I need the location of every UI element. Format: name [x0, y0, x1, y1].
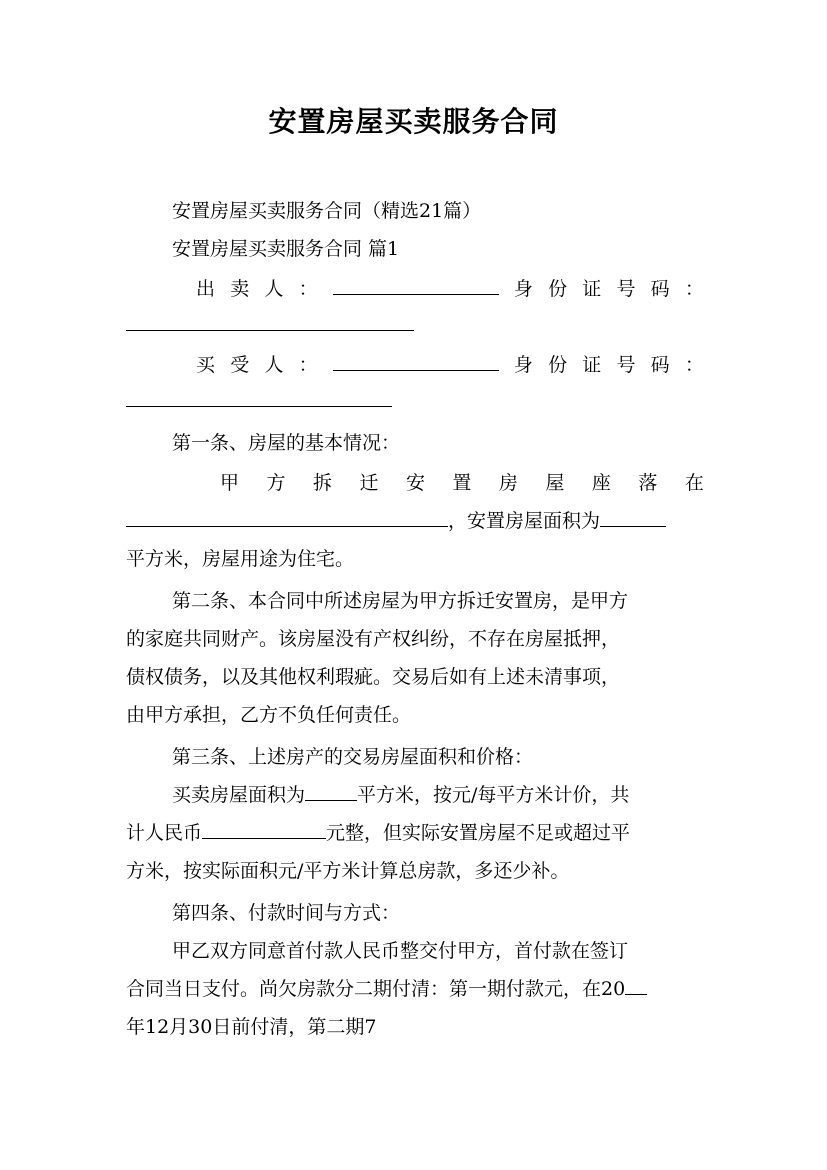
article3-text: 元整，但实际安置房屋不足或超过平	[326, 822, 631, 844]
article1-char: 拆	[312, 472, 332, 494]
seller-label-char: 卖	[230, 278, 250, 300]
article4-line: 甲乙双方同意首付款人民币整交付甲方，首付款在签订	[172, 940, 629, 962]
article3-text: 平方米，按元/每平方米计价，共	[357, 784, 630, 806]
year-blank	[625, 970, 647, 995]
buyer-line	[196, 346, 704, 384]
article1-char: 落	[638, 472, 658, 494]
article4-line	[126, 970, 704, 1008]
buyer-id-label-char: ：	[684, 354, 704, 376]
seller-id-label-char: 证	[582, 278, 602, 300]
article1-char: 屋	[545, 472, 565, 494]
buyer-name-blank	[333, 346, 499, 371]
seller-id-label-char: 号	[616, 278, 636, 300]
document-subtitle: 安置房屋买卖服务合同（精选21篇）	[172, 200, 482, 222]
seller-label-char: ：	[298, 278, 318, 300]
article2-line: 由甲方承担，乙方不负任何责任。	[126, 704, 412, 726]
article2-line: 第二条、本合同中所述房屋为甲方拆迁安置房，是甲方	[172, 590, 629, 612]
buyer-id-blank	[126, 382, 392, 407]
article3-line1	[172, 776, 704, 814]
area-label: ，安置房屋面积为	[448, 510, 601, 532]
seller-id-blank	[126, 306, 414, 331]
location-blank	[126, 502, 448, 527]
article3-line3: 方米，按实际面积元/平方米计算总房款，多还少补。	[126, 860, 570, 882]
buyer-label-char: ：	[298, 354, 318, 376]
buyer-label-char: 买	[196, 354, 216, 376]
article4-text: 合同当日支付。尚欠房款分二期付清：第一期付款元，在20	[126, 978, 626, 1000]
article1-heading: 第一条、房屋的基本情况：	[172, 432, 401, 454]
article1-char: 在	[684, 472, 704, 494]
buyer-id-label-char: 份	[548, 354, 568, 376]
buyer-label-char: 受	[230, 354, 250, 376]
article1-line2	[126, 502, 704, 540]
article3-text: 计人民币	[126, 822, 203, 844]
seller-id-label-char: ：	[684, 278, 704, 300]
article1-char: 房	[498, 472, 518, 494]
article3-heading: 第三条、上述房产的交易房屋面积和价格：	[172, 746, 534, 768]
article1-line1	[220, 464, 704, 502]
seller-id-label-char: 码	[650, 278, 670, 300]
article4-line: 年12月30日前付清，第二期7	[126, 1016, 377, 1038]
article1-char: 安	[405, 472, 425, 494]
article1-char: 置	[452, 472, 472, 494]
seller-name-blank	[333, 270, 499, 295]
article3-text: 买卖房屋面积为	[172, 784, 306, 806]
seller-id-label-char: 身	[513, 278, 533, 300]
buyer-id-label-char: 身	[513, 354, 533, 376]
seller-label-char: 出	[196, 278, 216, 300]
buyer-id-label-char: 证	[582, 354, 602, 376]
area-blank	[305, 776, 357, 801]
article1-char: 迁	[359, 472, 379, 494]
article1-line3: 平方米，房屋用途为住宅。	[126, 548, 355, 570]
article4-heading: 第四条、付款时间与方式：	[172, 902, 401, 924]
seller-line	[196, 270, 704, 308]
article3-line2	[126, 814, 704, 852]
price-blank	[202, 814, 326, 839]
seller-id-label-char: 份	[548, 278, 568, 300]
buyer-label-char: 人	[264, 354, 284, 376]
seller-label-char: 人	[264, 278, 284, 300]
article2-line: 的家庭共同财产。该房屋没有产权纠纷，不存在房屋抵押，	[126, 628, 621, 650]
buyer-id-line	[126, 382, 704, 420]
buyer-id-label-char: 码	[650, 354, 670, 376]
article1-char: 方	[266, 472, 286, 494]
article1-char: 座	[591, 472, 611, 494]
article2-line: 债权债务，以及其他权利瑕疵。交易后如有上述未清事项，	[126, 666, 621, 688]
buyer-id-label-char: 号	[616, 354, 636, 376]
area-blank	[600, 502, 666, 527]
article1-char: 甲	[220, 472, 240, 494]
seller-id-line	[126, 306, 704, 344]
document-title: 安置房屋买卖服务合同	[268, 105, 559, 138]
section-heading: 安置房屋买卖服务合同 篇1	[172, 238, 400, 260]
